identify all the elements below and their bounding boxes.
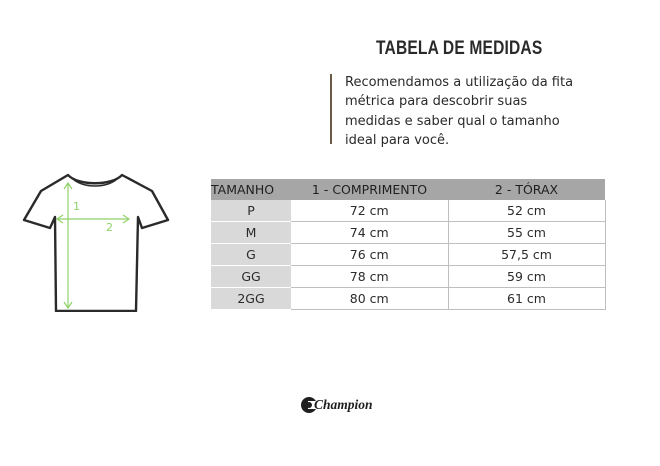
size-cell: M [211, 222, 291, 244]
header-size: TAMANHO [211, 179, 291, 200]
table-row [211, 200, 605, 222]
chest-cell: 59 cm [448, 266, 605, 288]
table-row [211, 244, 605, 266]
length-cell: 74 cm [291, 222, 448, 244]
page-title: TABELA DE MEDIDAS [376, 38, 543, 59]
length-cell: 78 cm [291, 266, 448, 288]
chest-marker-label: 2 [106, 221, 113, 234]
length-cell: 76 cm [291, 244, 448, 266]
brand-wordmark: Champion [314, 397, 373, 412]
tshirt-outline-icon [24, 175, 168, 311]
table-row [211, 266, 605, 288]
table-row [211, 288, 605, 310]
recommendation-text: Recomendamos a utilização da fita métrica para descobrir suas medidas e saber qual o tamanho ideal para você. [345, 75, 574, 148]
size-table [211, 179, 606, 310]
length-cell: 80 cm [291, 288, 448, 310]
champion-logo [300, 394, 394, 422]
length-marker-label: 1 [73, 200, 80, 213]
size-cell: 2GG [211, 288, 291, 310]
table-row [211, 222, 605, 244]
table-header-row [211, 179, 605, 200]
chest-cell: 52 cm [448, 200, 605, 222]
chest-cell: 61 cm [448, 288, 605, 310]
size-cell: GG [211, 266, 291, 288]
tshirt-measurement-diagram [20, 162, 170, 312]
length-cell: 72 cm [291, 200, 448, 222]
header-chest: 2 - TÓRAX [448, 179, 605, 200]
header-length: 1 - COMPRIMENTO [291, 179, 448, 200]
accent-divider [330, 74, 332, 144]
size-cell: G [211, 244, 291, 266]
chest-cell: 57,5 cm [448, 244, 605, 266]
chest-cell: 55 cm [448, 222, 605, 244]
size-cell: P [211, 200, 291, 222]
